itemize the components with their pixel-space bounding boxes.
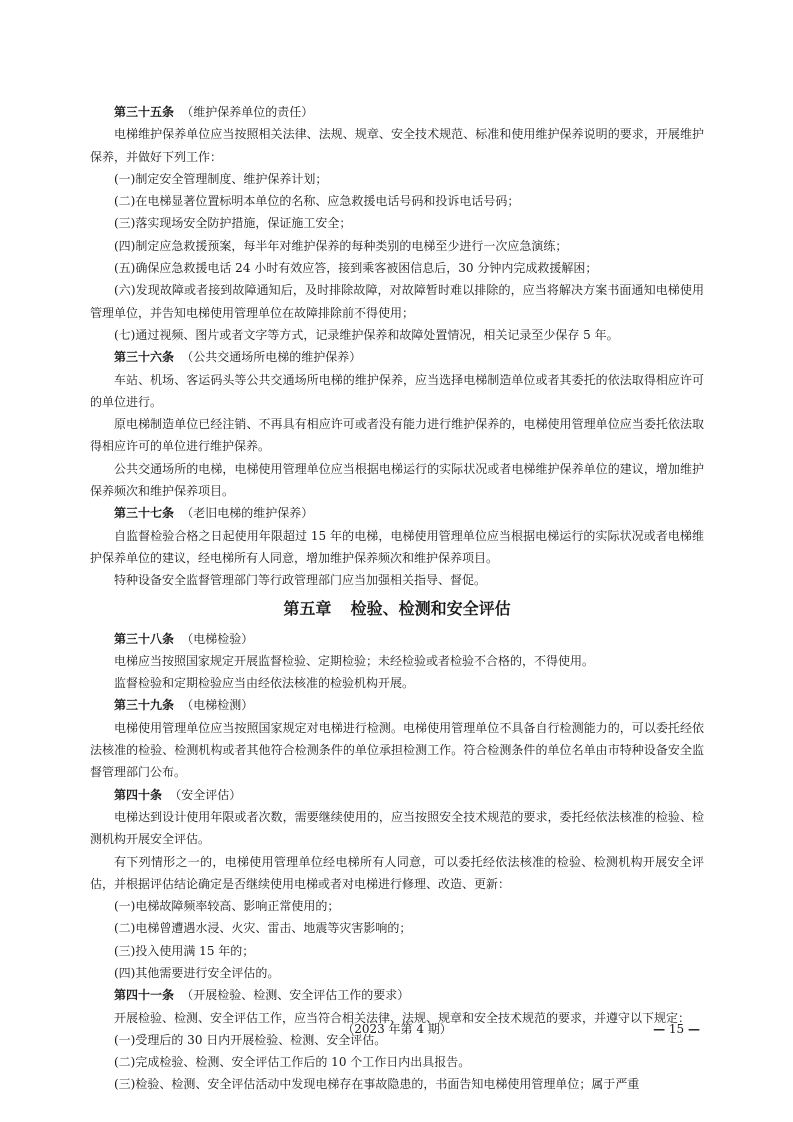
page-dash-right: —	[688, 1022, 700, 1036]
chapter-heading	[90, 596, 704, 622]
article-title: （安全评估）	[169, 787, 242, 802]
issue-label: （2023 年第 4 期）	[342, 1022, 452, 1036]
article-title: （开展检验、检测、安全评估工作的要求）	[181, 988, 410, 1003]
paragraph: (三)检验、检测、安全评估活动中发现电梯存在事故隐患的，书面告知电梯使用管理单位；属于严重	[114, 1077, 640, 1092]
paragraph: (四)其他需要进行安全评估的。	[114, 965, 280, 980]
paragraph: (三)落实现场安全防护措施，保证施工安全；	[114, 216, 352, 231]
article-number: 第四十一条	[114, 988, 175, 1003]
article-title: （电梯检验）	[181, 631, 254, 646]
article-heading	[90, 694, 704, 716]
paragraph: 电梯维护保养单位应当按照相关法律、法规、规章、安全技术规范、标准和使用维护保养说明的要求，开展维护保养，并做好下列工作：	[90, 127, 704, 164]
paragraph: (三)投入使用满 15 年的；	[114, 943, 255, 958]
article-title: （公共交通场所电梯的维护保养）	[181, 350, 362, 365]
page-dash-left: —	[653, 1022, 666, 1036]
paragraph: (五)确保应急救援电话 24 小时有效应答，接到乘客被困信息后，30 分钟内完成救援解困；	[114, 261, 598, 276]
paragraph: 车站、机场、客运码头等公共交通场所电梯的维护保养，应当选择电梯制造单位或者其委托的依法取得相应许可的单位进行。	[90, 372, 704, 409]
paragraph: (二)电梯曾遭遇水浸、火灾、雷击、地震等灾害影响的；	[114, 921, 412, 936]
paragraph: (六)发现故障或者接到故障通知后，及时排除故障，对故障暂时难以排除的，应当将解决方案书面通知电梯使用管理单位，并告知电梯使用管理单位在故障排除前不得使用；	[90, 283, 704, 320]
paragraph: 开展检验、检测、安全评估工作，应当符合相关法律、法规、规章和安全技术规范的要求，并遵守以下规定：	[114, 1010, 691, 1025]
page-number: 15	[668, 1022, 685, 1036]
paragraph: (一)电梯故障频率较高、影响正常使用的；	[114, 899, 340, 914]
article-heading	[90, 346, 704, 368]
article-heading	[90, 502, 704, 524]
paragraph: (二)在电梯显著位置标明本单位的名称、应急救援电话号码和投诉电话号码；	[114, 194, 520, 209]
paragraph: 电梯达到设计使用年限或者次数，需要继续使用的，应当按照安全技术规范的要求，委托经依法核准的检验、检测机构开展安全评估。	[90, 809, 704, 847]
article-number: 第三十九条	[114, 698, 175, 713]
article-number: 第三十五条	[114, 105, 175, 119]
paragraph: 自监督检验合格之日起使用年限超过 15 年的电梯，电梯使用管理单位应当根据电梯运行的实际状况或者电梯维护保养单位的建议，经电梯所有人同意，增加维护保养频次和维护保养项目。	[90, 528, 704, 565]
chapter-title: 检验、检测和安全评估	[350, 598, 511, 618]
paragraph: 监督检验和定期检验应当由经依法核准的检验机构开展。	[114, 676, 415, 691]
article-heading	[90, 101, 704, 123]
document-body	[90, 101, 704, 1096]
article-heading	[90, 784, 704, 806]
paragraph: 公共交通场所的电梯，电梯使用管理单位应当根据电梯运行的实际状况或者电梯维护保养单位的建议，增加维护保养频次和维护保养项目。	[90, 461, 704, 499]
article-number: 第三十八条	[114, 631, 175, 646]
paragraph: (二)完成检验、检测、安全评估工作后的 10 个工作日内出具报告。	[114, 1055, 471, 1070]
article-heading	[90, 984, 704, 1006]
paragraph: (七)通过视频、图片或者文字等方式，记录维护保养和故障处置情况，相关记录至少保存 5 年。	[114, 327, 619, 342]
article-number: 第三十六条	[114, 350, 175, 365]
article-title: （老旧电梯的维护保养）	[181, 506, 314, 521]
paragraph: 电梯应当按照国家规定开展监督检验、定期检验；未经检验或者检验不合格的，不得使用。	[114, 653, 595, 668]
paragraph: 电梯使用管理单位应当按照国家规定对电梯进行检测。电梯使用管理单位不具备自行检测能力的，可以委托经依法核准的检验、检测机构或者其他符合检测条件的单位承担检测工作。符合检测条件的单位名单由市特种设备安全监督管理部门公布。	[90, 720, 704, 780]
paragraph: 特种设备安全监督管理部门等行政管理部门应当加强相关指导、督促。	[114, 573, 487, 588]
paragraph: (一)制定安全管理制度、维护保养计划；	[114, 171, 328, 186]
article-title: （电梯检测）	[181, 698, 254, 713]
article-heading	[90, 628, 704, 650]
page-number-group	[653, 1018, 700, 1040]
paragraph: 有下列情形之一的，电梯使用管理单位经电梯所有人同意，可以委托经依法核准的检验、检测机构开展安全评估，并根据评估结论确定是否继续使用电梯或者对电梯进行修理、改造、更新：	[90, 854, 704, 891]
paragraph: (一)受理后的 30 日内开展检验、检测、安全评估。	[114, 1032, 387, 1047]
article-number: 第四十条	[114, 787, 163, 802]
article-title: （维护保养单位的责任）	[181, 105, 314, 119]
chapter-number: 第五章	[283, 598, 332, 618]
article-number: 第三十七条	[114, 506, 175, 521]
page-footer	[90, 1018, 704, 1040]
paragraph: (四)制定应急救援预案，每半年对维护保养的每种类别的电梯至少进行一次应急演练；	[114, 238, 568, 253]
paragraph: 原电梯制造单位已经注销、不再具有相应许可或者没有能力进行维护保养的，电梯使用管理单位应当委托依法取得相应许可的单位进行维护保养。	[90, 417, 704, 454]
